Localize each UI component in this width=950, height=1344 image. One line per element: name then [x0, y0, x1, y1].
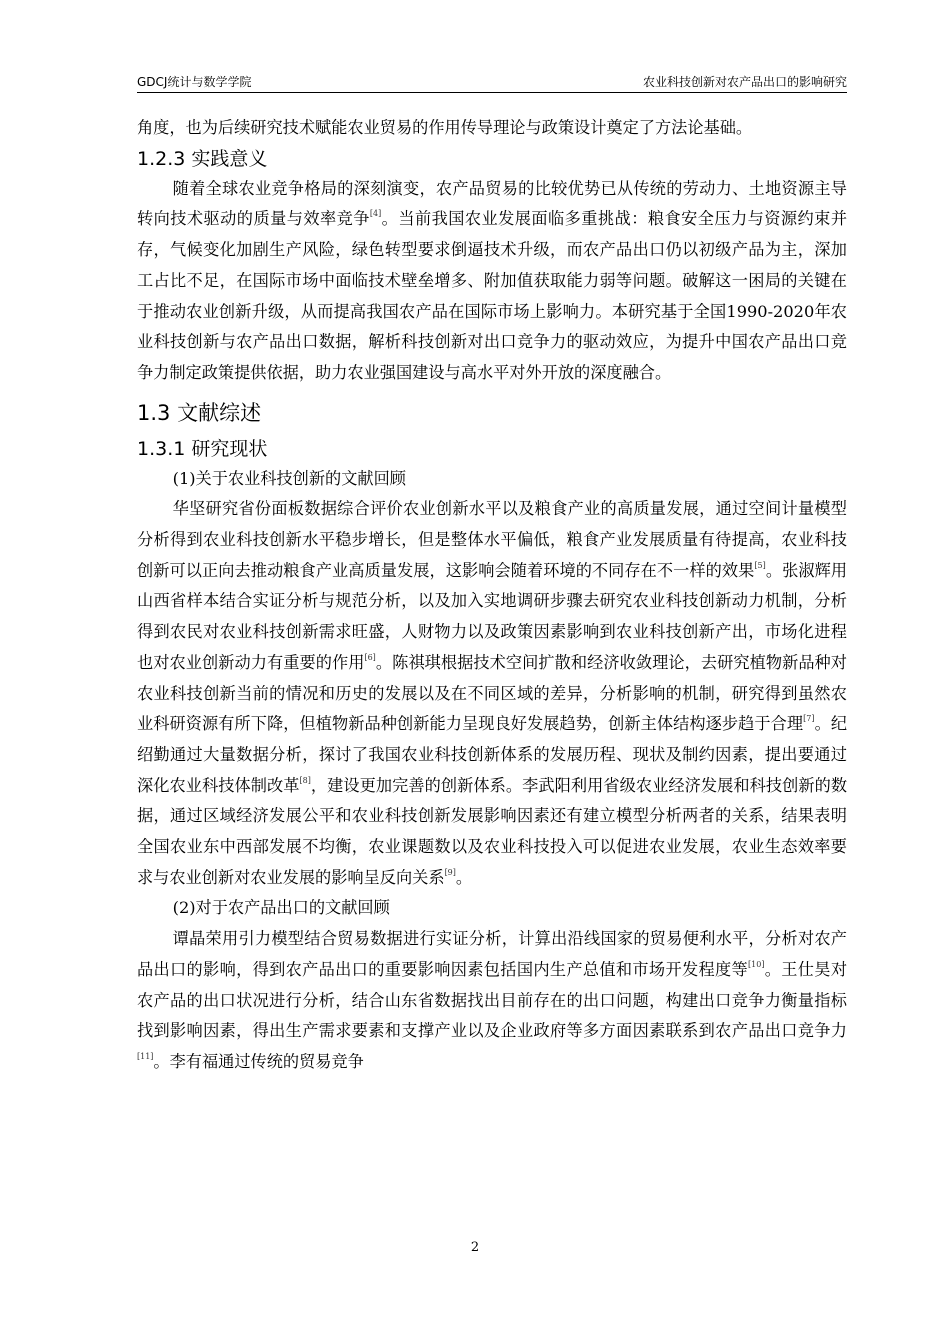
citation-6[interactable]: [6] [364, 652, 376, 662]
citation-9[interactable]: [9] [444, 867, 456, 877]
text-run: 随着全球农业竞争格局的深刻演变，农产品贸易的比较优势已从传统的劳动力、土地资源主导转向技术驱动的质量与效率竞争 [137, 178, 847, 229]
subheading-export-review: (2)对于农产品出口的文献回顾 [172, 898, 390, 918]
text-run: ，建设更加完善的创新体系。李武阳利用省级农业经济发展和科技创新的数据，通过区域经济发展公平和农业科技创新发展影响因素还有建立模型分析两者的关系，结果表明全国农业东中西部发展不均衡，农业课题数以及农业科技投入可以促进农业发展，农业生态效率要求与农业创新对农业发展的影响呈反向关系 [137, 775, 848, 887]
heading-1-3-1: 1.3.1 研究现状 [137, 437, 268, 460]
header-school: GDCJ统计与数学学院 [137, 75, 252, 89]
text-run: 。纪绍勤通过大量数据分析，探讨了我国农业科技创新体系的发展历程、现状及制约因素，提出要通过深化农业科技体制改革 [137, 714, 848, 795]
page-number: 2 [470, 1240, 480, 1255]
citation-8[interactable]: [8] [299, 775, 311, 785]
subheading-agri-tech-review: (1)关于农业科技创新的文献回顾 [172, 468, 406, 488]
citation-4[interactable]: [4] [369, 209, 382, 219]
citation-11[interactable]: [11] [137, 1051, 154, 1061]
heading-1-3: 1.3 文献综述 [137, 400, 262, 425]
header-divider [137, 92, 847, 93]
citation-7[interactable]: [7] [803, 714, 815, 724]
paragraph-practical-significance [137, 174, 847, 389]
text-run: 。李有福通过传统的贸易竞争 [153, 1051, 364, 1071]
heading-1-2-3: 1.2.3 实践意义 [137, 147, 268, 170]
text-run: 华坚研究省份面板数据综合评价农业创新水平以及粮食产业的高质量发展，通过空间计量模型分析得到农业科技创新水平稳步增长，但是整体水平偏低，粮食产业发展质量有待提高，农业科技创新可以正向去推动粮食产业高质量发展，这影响会随着环境的不同存在不一样的效果 [137, 499, 847, 580]
body-content [137, 113, 847, 1078]
text-run: 谭晶荣用引力模型结合贸易数据进行实证分析，计算出沿线国家的贸易便利水平，分析对农产品出口的影响，得到农产品出口的重要影响因素包括国内生产总值和市场开发程度等 [137, 929, 847, 979]
text-run: 。张淑辉用山西省样本结合实证分析与规范分析，以及加入实地调研步骤去研究农业科技创新动力机制，分析得到农民对农业科技创新需求旺盛，人财物力以及政策因素影响到农业科技创新产出，市场化进程也对农业创新动力有重要的作用 [137, 560, 848, 672]
citation-5[interactable]: [5] [754, 560, 766, 570]
paragraph-export-review [137, 924, 847, 1078]
header-thesis-title: 农业科技创新对农产品出口的影响研究 [642, 75, 847, 89]
paragraph-agri-tech-review [137, 494, 847, 893]
text-run: 。 [455, 867, 473, 887]
text-run: 。王仕昊对农产品的出口状况进行分析，结合山东省数据找出目前存在的出口问题，构建出口竞争力衡量指标找到影响因素，得出生产需求要素和支撑产业以及企业政府等多方面因素联系到农产品出口竞争力 [137, 959, 848, 1041]
text-run: 。当前我国农业发展面临多重挑战：粮食安全压力与资源约束并存，气候变化加剧生产风险，绿色转型要求倒逼技术升级，而农产品出口仍以初级产品为主，深加工占比不足，在国际市场中面临技术壁垒增多、附加值获取能力弱等问题。破解这一困局的关键在于推动农业创新升级，从而提高我国农产品在国际市场上影响力。本研究基于全国1990-2020年农业科技创新与农产品出口数据，解析科技创新对出口竞争力的驱动效应，为提升中国农产品出口竞争力制定政策提供依据，助力农业强国建设与高水平对外开放的深度融合。 [137, 209, 848, 382]
text-run: 。陈祺琪根据技术空间扩散和经济收敛理论，去研究植物新品种对农业科技创新当前的情况和历史的发展以及在不同区域的差异，分析影响的机制，研究得到虽然农业科研资源有所下降，但植物新品种创新能力呈现良好发展趋势，创新主体结构逐步趋于合理 [137, 652, 847, 734]
citation-10[interactable]: [10] [748, 959, 765, 969]
running-header [137, 66, 847, 90]
continued-paragraph: 角度，也为后续研究技术赋能农业贸易的作用传导理论与政策设计奠定了方法论基础。 [137, 118, 753, 137]
